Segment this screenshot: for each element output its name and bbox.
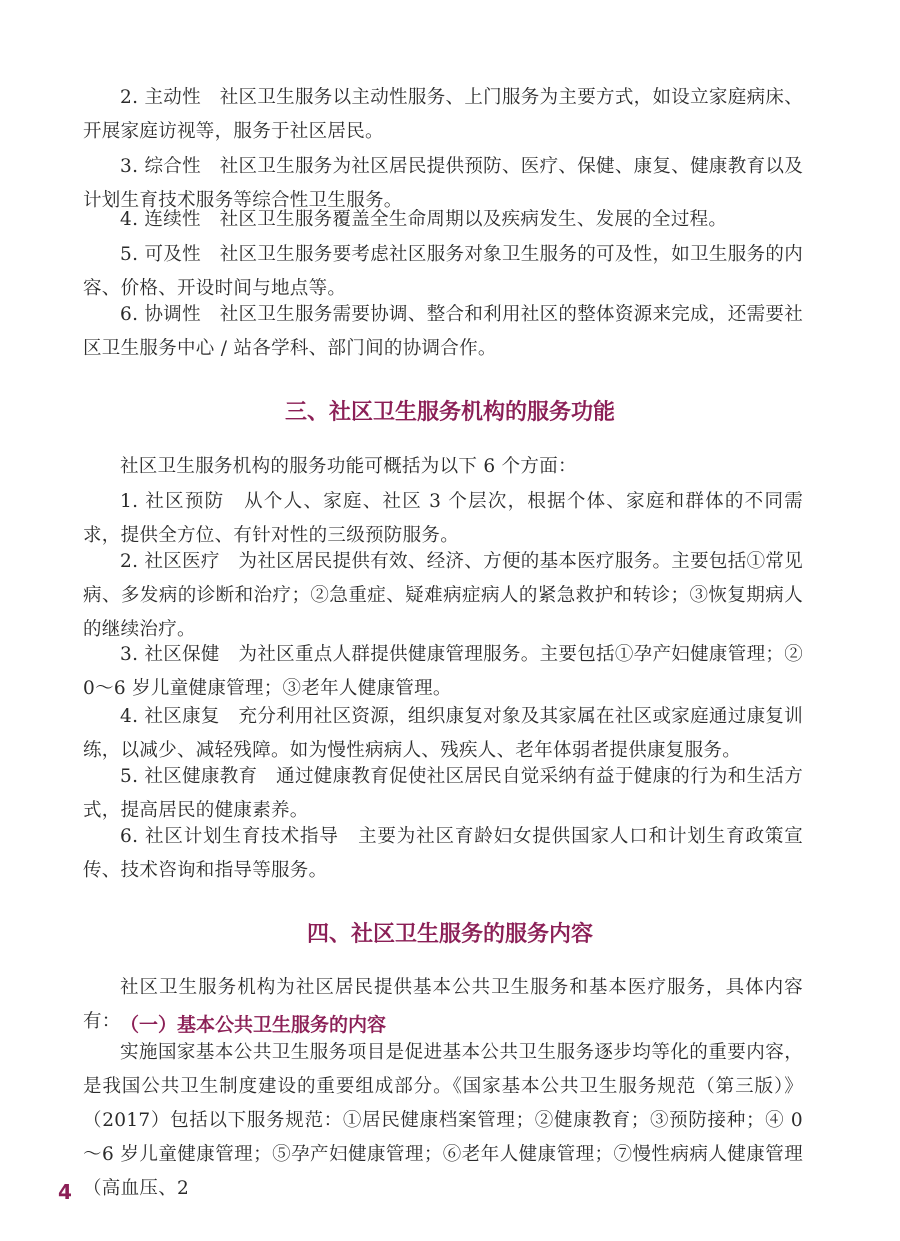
section-intro: 社区卫生服务机构的服务功能可概括为以下 6 个方面： xyxy=(120,456,577,477)
paragraph-public-health-services: 实施国家基本公共卫生服务项目是促进基本公共卫生服务逐步均等化的重要内容，是我国公共卫生制度建设的重要组成部分。《国家基本公共卫生服务规范（第三版）》（2017）包括以下服务规范：①居民健康档案管理；②健康教育；③预防接种；④ 0～6 岁儿童健康管理；⑤孕产妇健康管理；⑥老年人健康管理；⑦慢性病病人健康管理（高血压、2 xyxy=(83,1042,803,1199)
paragraph-initiative: 2. 主动性 社区卫生服务以主动性服务、上门服务为主要方式，如设立家庭病床、开展家庭访视等，服务于社区居民。 xyxy=(83,87,803,142)
paragraph-community-prevention: 1. 社区预防 从个人、家庭、社区 3 个层次，根据个体、家庭和群体的不同需求，提供全方位、有针对性的三级预防服务。 xyxy=(83,491,803,546)
paragraph-community-rehabilitation: 4. 社区康复 充分利用社区资源，组织康复对象及其家属在社区或家庭通过康复训练，以减少、减轻残障。如为慢性病病人、残疾人、老年体弱者提供康复服务。 xyxy=(83,706,803,761)
paragraph-family-planning-guidance: 6. 社区计划生育技术指导 主要为社区育龄妇女提供国家人口和计划生育政策宣传、技术咨询和指导等服务。 xyxy=(83,826,803,881)
paragraph-accessibility: 5. 可及性 社区卫生服务要考虑社区服务对象卫生服务的可及性，如卫生服务的内容、价格、开设时间与地点等。 xyxy=(83,244,803,299)
paragraph-community-health-care: 3. 社区保健 为社区重点人群提供健康管理服务。主要包括①孕产妇健康管理；② 0～6 岁儿童健康管理；③老年人健康管理。 xyxy=(83,644,803,699)
paragraph-community-health-education: 5. 社区健康教育 通过健康教育促使社区居民自觉采纳有益于健康的行为和生活方式，提高居民的健康素养。 xyxy=(83,766,803,821)
paragraph-comprehensiveness: 3. 综合性 社区卫生服务为社区居民提供预防、医疗、保健、康复、健康教育以及计划生育技术服务等综合性卫生服务。 xyxy=(83,156,803,211)
section-title-service-functions: 三、社区卫生服务机构的服务功能 xyxy=(284,400,615,425)
page-number: 4 xyxy=(58,1180,72,1204)
paragraph-community-medical: 2. 社区医疗 为社区居民提供有效、经济、方便的基本医疗服务。主要包括①常见病、多发病的诊断和治疗；②急重症、疑难病症病人的紧急救护和转诊；③恢复期病人的继续治疗。 xyxy=(83,551,803,640)
section-title-service-contents: 四、社区卫生服务的服务内容 xyxy=(306,922,593,947)
paragraph-coordination: 6. 协调性 社区卫生服务需要协调、整合和利用社区的整体资源来完成，还需要社区卫生服务中心 / 站各学科、部门间的协调合作。 xyxy=(83,304,803,359)
subsection-title-public-health: （一）基本公共卫生服务的内容 xyxy=(120,1014,387,1036)
paragraph-continuity: 4. 连续性 社区卫生服务覆盖全生命周期以及疾病发生、发展的全过程。 xyxy=(120,209,728,230)
section-intro: 社区卫生服务机构为社区居民提供基本公共卫生服务和基本医疗服务，具体内容有： xyxy=(83,977,803,1032)
